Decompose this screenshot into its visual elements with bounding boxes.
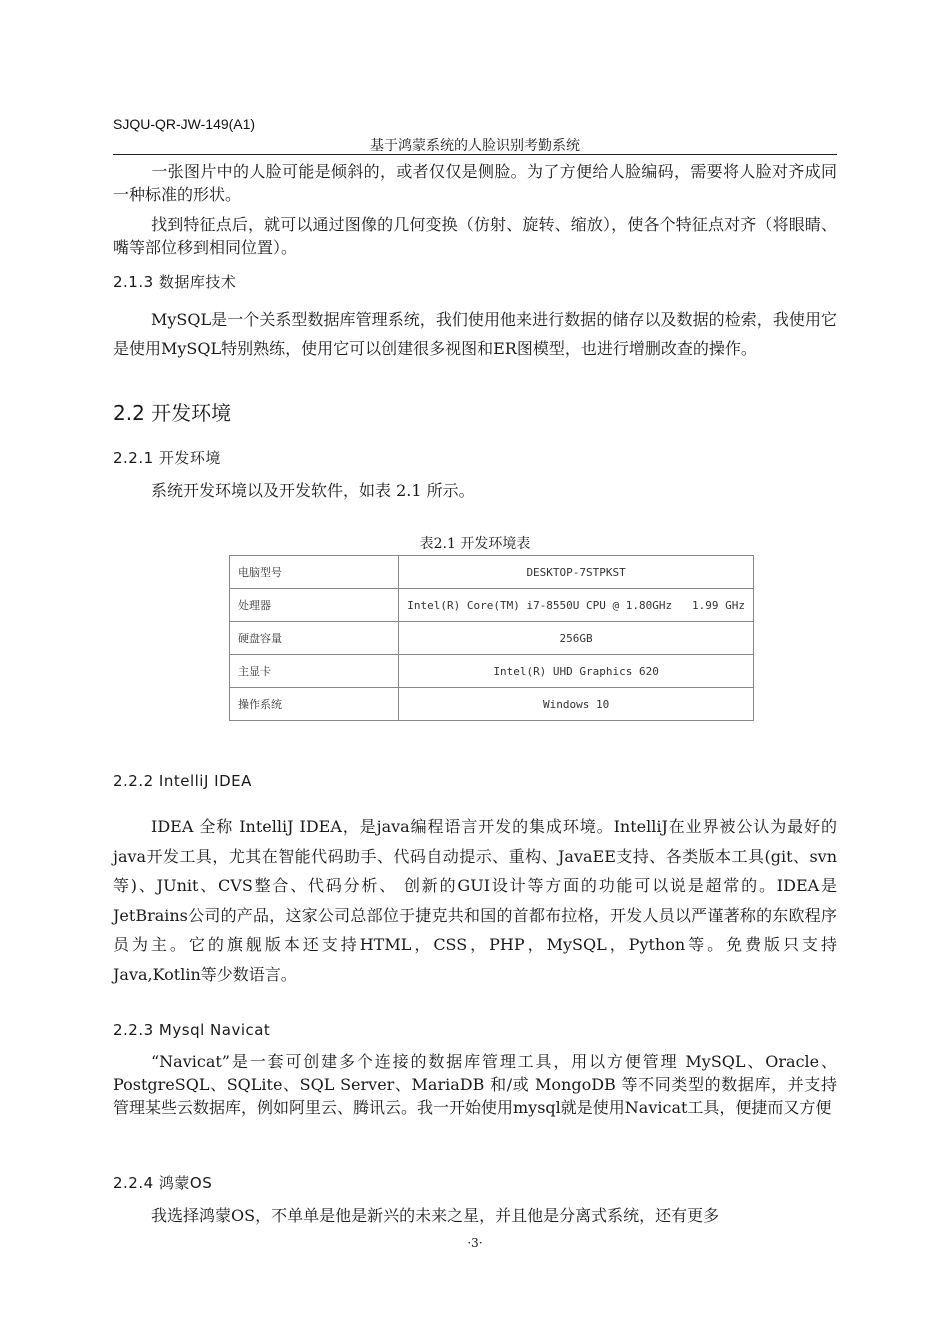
paragraph-text: IDEA 全称 IntelliJ IDEA，是java编程语言开发的集成环境。IntelliJ在业界被公认为最好的java开发工具，尤其在智能代码助手、代码自动提示、重构、JavaEE支持、各类版本工具(git、svn等)、JUnit、CVS整合、代码分析、 创新的GUI设计等方面的功能可以说是超常的。IDEA是JetBrains公司的产品，这家公司总部位于捷克共和国的首都布拉格，开发人员以严谨著称的东欧程序员为主。它的旗舰版本还支持HTML，CSS，PHP，MySQL，Python等。免费版只支持Java,Kotlin等少数语言。: [113, 817, 837, 984]
running-header-title: 基于鸿蒙系统的人脸识别考勤系统: [370, 138, 580, 154]
paragraph-env-intro: [113, 479, 837, 502]
table-caption: 表2.1 开发环境表: [419, 536, 531, 552]
table-cell-value: Intel(R) Core(TM) i7-8550U CPU @ 1.80GHz 1.99 GHz: [399, 589, 754, 622]
table-row: [230, 622, 754, 655]
header-divider: [113, 154, 837, 155]
document-code: SJQU-QR-JW-149(A1): [113, 116, 256, 132]
table-cell-label: 硬盘容量: [230, 622, 399, 655]
table-cell-value: DESKTOP-7STPKST: [399, 556, 754, 589]
heading-2-2-3: 2.2.3 Mysql Navicat: [113, 1021, 271, 1039]
table-cell-label: 电脑型号: [230, 556, 399, 589]
paragraph-text: “Navicat”是一套可创建多个连接的数据库管理工具，用以方便管理 MySQL、Oracle、PostgreSQL、SQLite、SQL Server、MariaDB 和/或 MongoDB 等不同类型的数据库，并支持管理某些云数据库，例如阿里云、腾讯云。我一开始使用mysql就是使用Navicat工具，便捷而又方便: [113, 1052, 837, 1117]
table-cell-value: 256GB: [399, 622, 754, 655]
paragraph-face-alignment: [113, 160, 837, 206]
table-row: [230, 589, 754, 622]
paragraph-navicat: [113, 1050, 837, 1119]
table-row: [230, 655, 754, 688]
heading-2-2-1: 2.2.1 开发环境: [113, 449, 221, 467]
heading-2-2: 2.2 开发环境: [113, 401, 232, 425]
paragraph-text: 一张图片中的人脸可能是倾斜的，或者仅仅是侧脸。为了方便给人脸编码，需要将人脸对齐成同一种标准的形状。: [113, 162, 837, 204]
paragraph-mysql: [113, 305, 837, 363]
table-row: [230, 556, 754, 589]
paragraph-text: 我选择鸿蒙OS，不单单是他是新兴的未来之星，并且他是分离式系统，还有更多: [151, 1206, 720, 1225]
heading-2-2-2: 2.2.2 IntelliJ IDEA: [113, 772, 252, 790]
table-cell-value: Intel(R) UHD Graphics 620: [399, 655, 754, 688]
paragraph-text: 找到特征点后，就可以通过图像的几何变换（仿射、旋转、缩放），使各个特征点对齐（将眼睛、嘴等部位移到相同位置）。: [113, 215, 837, 257]
table-cell-value: Windows 10: [399, 688, 754, 721]
table-cell-label: 操作系统: [230, 688, 399, 721]
heading-2-1-3: 2.1.3 数据库技术: [113, 273, 237, 291]
paragraph-text: 系统开发环境以及开发软件，如表 2.1 所示。: [151, 481, 475, 500]
paragraph-idea: [113, 812, 837, 989]
dev-environment-table: [229, 555, 754, 721]
paragraph-text: MySQL是一个关系型数据库管理系统，我们使用他来进行数据的储存以及数据的检索，我使用它是使用MySQL特别熟练，使用它可以创建很多视图和ER图模型，也进行增删改查的操作。: [113, 310, 837, 358]
paragraph-feature-points: [113, 213, 837, 259]
page-number: ·3·: [467, 1236, 483, 1250]
heading-2-2-4: 2.2.4 鸿蒙OS: [113, 1174, 213, 1192]
table-cell-label: 处理器: [230, 589, 399, 622]
paragraph-harmony: [113, 1204, 837, 1227]
table-row: [230, 688, 754, 721]
table-cell-label: 主显卡: [230, 655, 399, 688]
